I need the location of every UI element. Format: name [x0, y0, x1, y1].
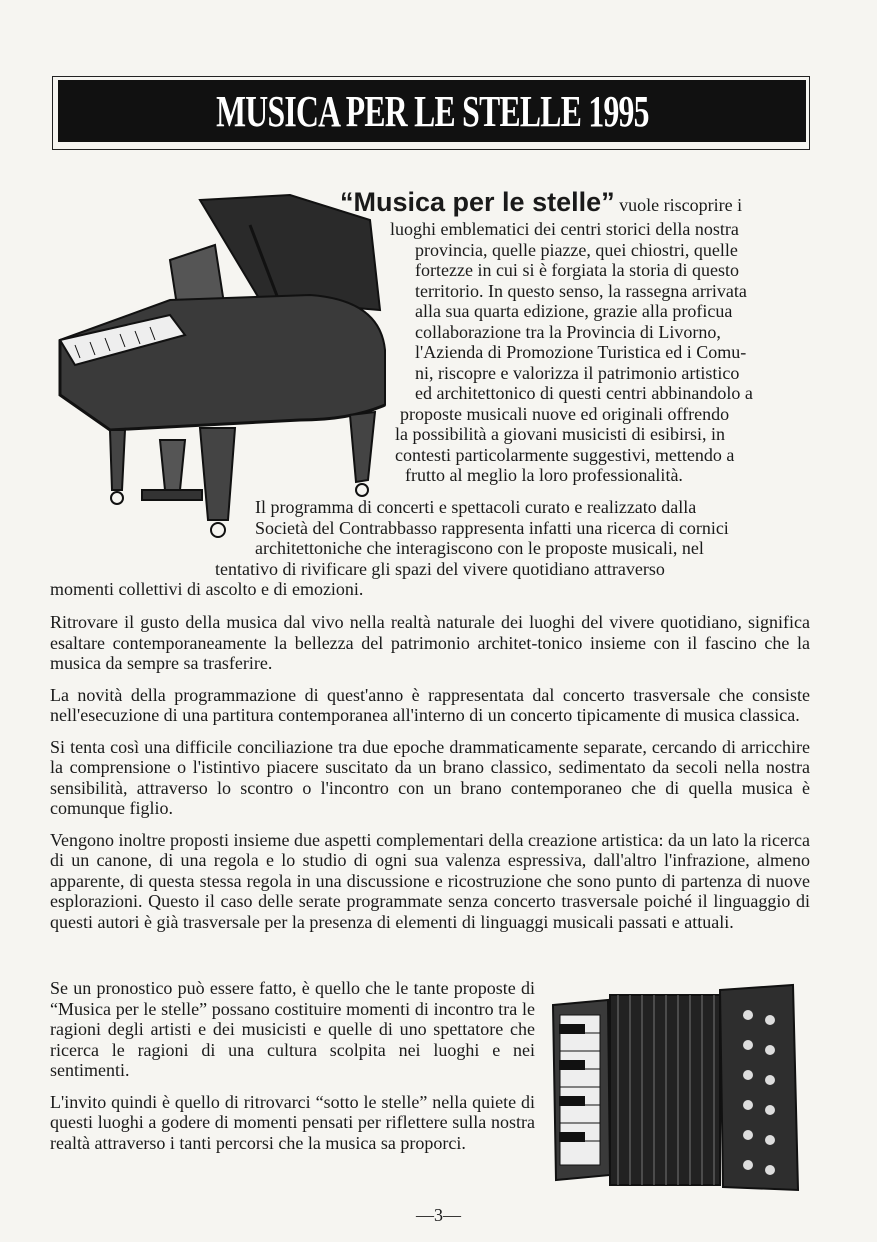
- program-line: Società del Contrabbasso rappresenta infatti una ricerca di cornici: [255, 517, 729, 538]
- program-line: architettoniche che interagiscono con le proposte musicali, nel: [255, 538, 704, 558]
- page-number: —3—: [416, 1205, 461, 1225]
- intro-paragraph: [340, 187, 810, 217]
- intro-line-0: vuole riscoprire i: [614, 195, 743, 215]
- closing-paragraph: Se un pronostico può essere fatto, è quello che le tante proposte di “Musica per le stelle” possano costituire momenti di incontro tra le ragioni degli artisti e dei musicisti e quelle di uno spettatore che ricerca le ragioni di una cultura scolpita nei luoghi e nei sentimenti.: [50, 978, 535, 1080]
- intro-line: la possibilità a giovani musicisti di esibirsi, in: [395, 424, 725, 444]
- page-title: MUSICA PER LE STELLE 1995: [215, 86, 649, 136]
- intro-line: ni, riscopre e valorizza il patrimonio artistico: [415, 362, 740, 383]
- program-line: momenti collettivi di ascolto e di emozioni.: [50, 579, 364, 599]
- intro-line: l'Azienda di Promozione Turistica ed i Comu-: [415, 342, 747, 362]
- intro-line: provincia, quelle piazze, quei chiostri, quelle: [415, 239, 738, 260]
- intro-line: frutto al meglio la loro professionalità.: [405, 465, 683, 485]
- program-line: tentativo di rivificare gli spazi del vivere quotidiano attraverso: [215, 558, 665, 579]
- festival-name-heading: “Musica per le stelle”: [340, 187, 615, 217]
- program-paragraph: [50, 497, 810, 600]
- body-paragraph: Si tenta così una difficile conciliazione tra due epoche drammaticamente separate, cercando di arricchire la comprensione o l'istintivo piacere suscitato da un brano classico, sedimentato da secoli nella nostra sensibilità, attraverso lo scontro o l'incontro con un brano contemporaneo che di quella musica è comunque figlio.: [50, 736, 810, 818]
- intro-line: ed architettonico di questi centri abbinandolo a: [415, 383, 753, 403]
- program-line: Il programma di concerti e spettacoli curato e realizzato dalla: [255, 497, 697, 517]
- intro-line: contesti particolarmente suggestivi, mettendo a: [395, 444, 735, 465]
- body-paragraph: Vengono inoltre proposti insieme due aspetti complementari della creazione artistica: da un lato la ricerca di un canone, di una regola e lo studio di ogni sua valenza espressiva, dall'altro l'infrazione, almeno apparente, di questa stessa regola in una discussione e ricostruzione che sono punto di partenza di nuove esplorazioni. Questo il caso delle serate programmate senza concerto trasversale poiché il linguaggio di questi autori è già trasversale per la presenza di elementi di linguaggi musicali passati e attuali.: [50, 829, 810, 932]
- body-paragraph: Ritrovare il gusto della musica dal vivo nella realtà naturale dei luoghi del vivere quotidiano, significa esaltare contemporaneamente la bellezza del patrimonio architet-tonico insieme con il fascino che la musica da sempre sa trasferire.: [50, 612, 810, 673]
- intro-line: luoghi emblematici dei centri storici della nostra: [390, 219, 739, 239]
- closing-paragraph: L'invito quindi è quello di ritrovarci “sotto le stelle” nella quiete di questi luoghi a godere di momenti pensati per riflettere sulla nostra realtà attraverso i tanti percorsi che la musica sa proporci.: [50, 1091, 535, 1153]
- intro-line: fortezze in cui si è forgiata la storia di questo: [415, 260, 740, 280]
- accordion-illustration: [548, 975, 806, 1197]
- closing-text: [50, 978, 535, 1164]
- intro-line: proposte musicali nuove ed originali offrendo: [400, 403, 730, 424]
- intro-line: collaborazione tra la Provincia di Livorno,: [415, 321, 721, 342]
- intro-line: territorio. In questo senso, la rassegna arrivata: [415, 280, 747, 301]
- intro-line: alla sua quarta edizione, grazie alla proficua: [415, 301, 733, 321]
- body-paragraph: La novità della programmazione di quest'anno è rappresentata dal concerto trasversale che consiste nell'esecuzione di una partitura contemporanea all'interno di un concerto tipicamente di musica classica.: [50, 684, 810, 725]
- body-text: [50, 612, 810, 943]
- intro-body: [390, 219, 810, 486]
- title-banner: [58, 80, 806, 142]
